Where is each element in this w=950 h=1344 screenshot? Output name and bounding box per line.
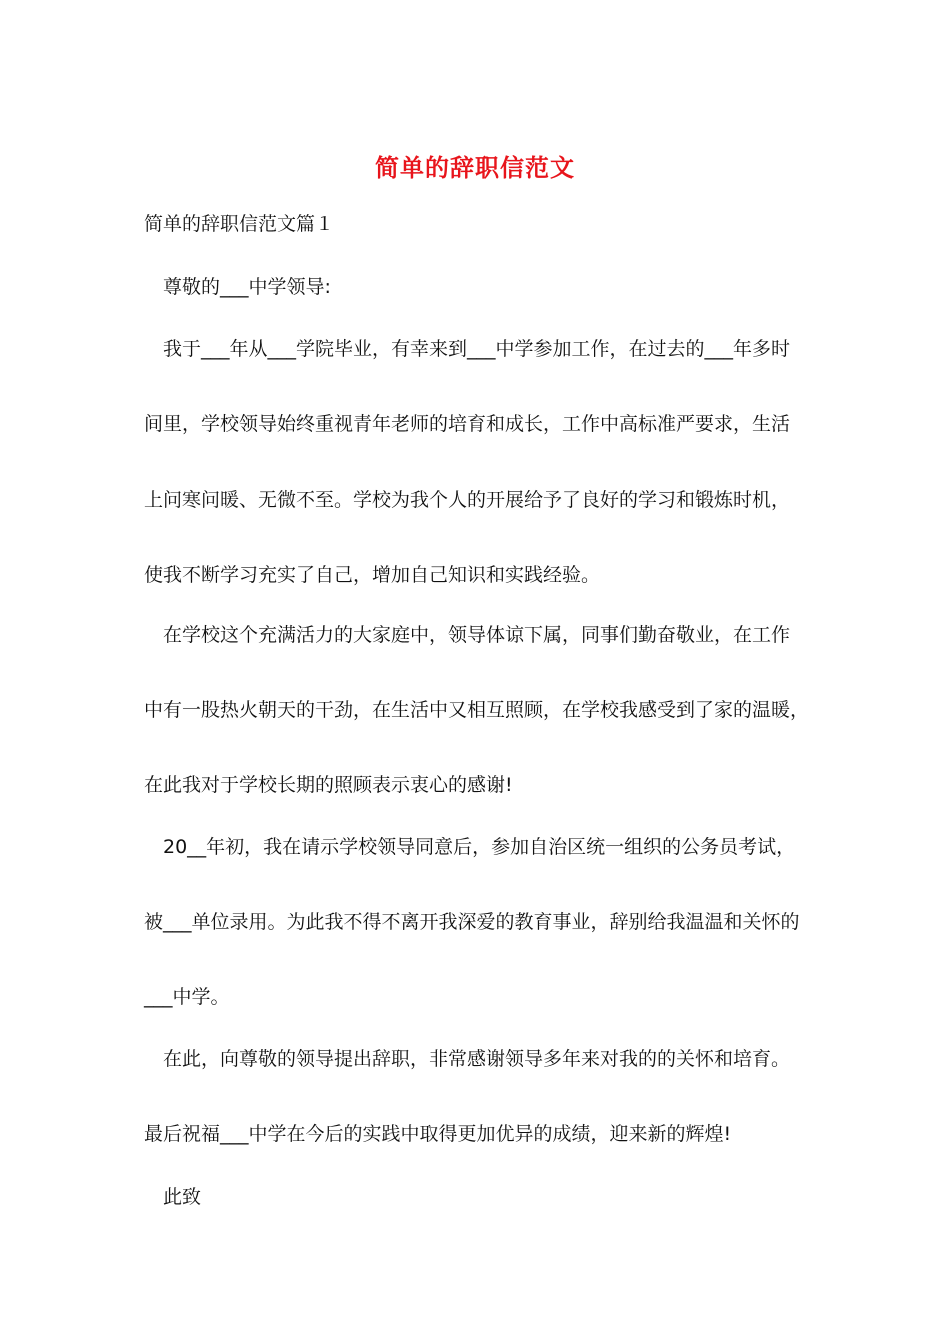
body-line: 我于___年从___学院毕业，有幸来到___中学参加工作，在过去的___年多时	[163, 338, 791, 360]
document-title: 简单的辞职信范文	[375, 153, 575, 182]
body-line: 在学校这个充满活力的大家庭中，领导体谅下属，同事们勤奋敬业，在工作	[163, 624, 791, 646]
body-line: 上问寒问暖、无微不至。学校为我个人的开展给予了良好的学习和锻炼时机，	[144, 489, 791, 511]
body-line: 被___单位录用。为此我不得不离开我深爱的教育事业，辞别给我温温和关怀的	[144, 911, 800, 933]
body-line: 20__年初，我在请示学校领导同意后，参加自治区统一组织的公务员考试，	[163, 836, 796, 858]
salutation: 尊敬的___中学领导:	[163, 276, 331, 298]
closing-line: 此致	[163, 1186, 202, 1208]
section-heading: 简单的辞职信范文篇１	[144, 213, 335, 235]
body-line: 中有一股热火朝天的干劲，在生活中又相互照顾，在学校我感受到了家的温暖，	[144, 699, 810, 721]
body-line: ___中学。	[144, 986, 230, 1008]
body-line: 在此，向尊敬的领导提出辞职，非常感谢领导多年来对我的的关怀和培育。	[163, 1048, 791, 1070]
body-line: 间里，学校领导始终重视青年老师的培育和成长，工作中高标准严要求，生活	[144, 413, 791, 435]
body-line: 使我不断学习充实了自己，增加自己知识和实践经验。	[144, 564, 601, 586]
body-line: 在此我对于学校长期的照顾表示衷心的感谢!	[144, 774, 513, 796]
body-line: 最后祝福___中学在今后的实践中取得更加优异的成绩，迎来新的辉煌!	[144, 1123, 732, 1145]
